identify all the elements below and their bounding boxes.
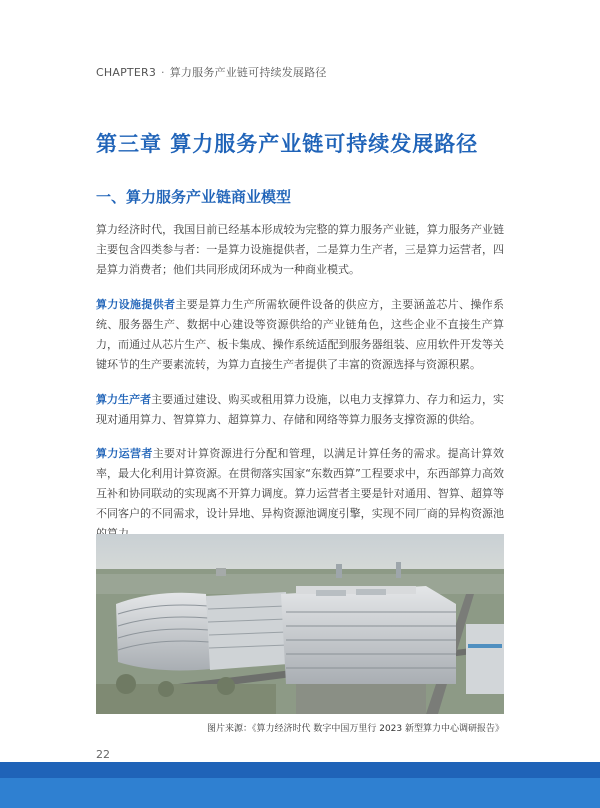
- running-header: [96, 64, 327, 80]
- section-title: 一、算力服务产业链商业模型: [96, 188, 292, 206]
- producer-body: 主要通过建设、购买或租用算力设施，以电力支撑算力、存力和运力，实现对通用算力、智算算力、超算算力、存储和网络等算力服务支撑资源的供给。: [96, 393, 504, 426]
- chapter-name: 算力服务产业链可持续发展路径: [169, 66, 327, 79]
- footer-band: [0, 762, 600, 778]
- operator-lead: 算力运营者: [96, 447, 153, 460]
- footer-bar: [0, 762, 600, 808]
- intro-text: 算力经济时代，我国目前已经基本形成较为完整的算力服务产业链，算力服务产业链主要包含四类参与者：一是算力设施提供者，二是算力生产者，三是算力运营者，四是算力消费者；他们共同形成闭环成为一种商业模式。: [96, 223, 504, 276]
- provider-body: 主要是算力生产所需软硬件设备的供应方，主要涵盖芯片、操作系统、服务器生产、数据中心建设等资源供给的产业链角色，这些企业不直接生产算力，而通过从芯片生产、板卡集成、操作系统适配到服务器组装、应用软件开发等关键环节的生产要素流转，为算力直接生产者提供了丰富的资源选择与资源积累。: [96, 298, 505, 371]
- producer-paragraph: [96, 390, 504, 430]
- intro-paragraph: [96, 220, 504, 280]
- operator-body: 主要对计算资源进行分配和管理，以满足计算任务的需求。提高计算效率，最大化利用计算资源。在贯彻落实国家“东数西算”工程要求中，东西部算力高效互补和协同联动的实现离不开算力调度。算力运营者主要是针对通用、智算、超算等不同客户的不同需求，设计异地、异构资源池调度引擎，实现不同厂商的异构资源池: [96, 447, 505, 520]
- provider-paragraph: [96, 295, 504, 375]
- producer-lead: 算力生产者: [96, 393, 152, 406]
- page-number: 22: [96, 748, 110, 761]
- data-center-photo: [96, 534, 504, 714]
- operator-paragraph: [96, 444, 504, 544]
- header-separator: ·: [161, 66, 165, 79]
- chapter-title: 第三章 算力服务产业链可持续发展路径: [96, 132, 479, 156]
- figure-caption: 图片来源：《算力经济时代 数字中国万里行 2023 新型算力中心调研报告》: [207, 724, 504, 734]
- provider-lead: 算力设施提供者: [96, 298, 176, 311]
- chapter-code: CHAPTER3: [96, 66, 157, 79]
- aerial-building-illustration: [96, 534, 504, 714]
